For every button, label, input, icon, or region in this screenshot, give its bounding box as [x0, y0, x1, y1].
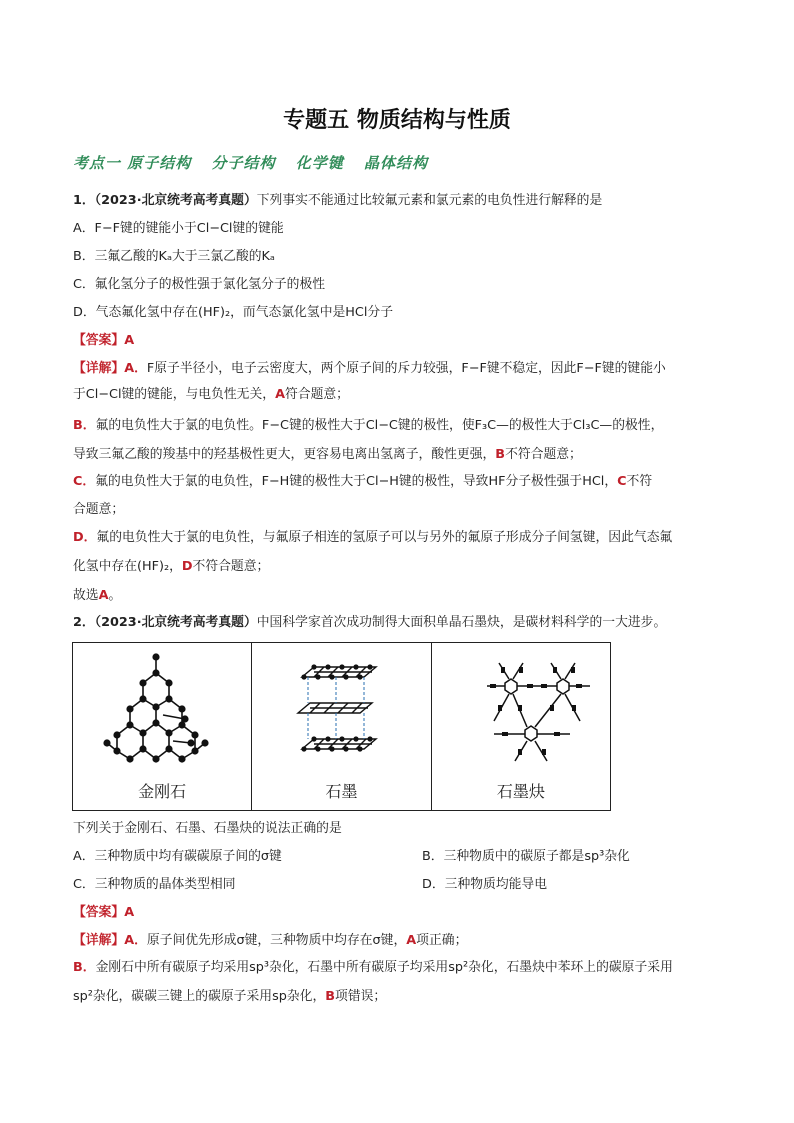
q1-detail-letter-b: B． [73, 418, 96, 433]
structure-figure [72, 642, 611, 811]
q1-detail-text: 氟的电负性大于氯的电负性，与氟原子相连的氢原子可以与另外的氟原子形成分子间氢键，因此气态氟 [96, 530, 673, 545]
q1-detail-text: 不符合题意； [192, 559, 270, 574]
q2-option-c: C．三种物质的晶体类型相同 [73, 877, 236, 892]
q1-option-b: B．三氟乙酸的Kₐ大于三氯乙酸的Kₐ [73, 249, 275, 264]
q1-detail-mark: B [495, 447, 506, 462]
q1-detail-b2 [73, 445, 730, 465]
q1-detail-text: F原子半径小，电子云密度大，两个原子间的斥力较强，F−F键不稳定，因此F−F键的键能小 [146, 361, 666, 376]
q1-detail-text: 导致三氟乙酸的羧基中的羟基极性更大，更容易电离出氢离子，酸性更强， [73, 447, 496, 462]
q1-detail-mark: D [181, 559, 193, 574]
q2-number: 2． [73, 615, 95, 630]
q2-detail-a [73, 931, 730, 951]
figure-cell-graphdiyne [432, 643, 610, 810]
q1-conclusion [73, 586, 730, 606]
graphdiyne-structure-icon [432, 643, 630, 783]
q2-detail-letter-b: B． [73, 960, 96, 975]
q1-detail-text: 不符合题意； [505, 447, 582, 462]
q1-detail-c1 [73, 472, 730, 492]
figure-caption-graphdiyne: 石墨炔 [496, 784, 545, 801]
q1-conclusion-mark: A [98, 588, 109, 603]
q2-text: 中国科学家首次成功制得大面积单晶石墨炔，是碳材料科学的一大进步。 [256, 615, 667, 630]
q1-detail-text: 于Cl−Cl键的键能，与电负性无关， [73, 387, 276, 402]
q2-answer-value: A [124, 905, 135, 920]
q1-detail-text: 氟的电负性大于氯的电负性，F−H键的极性大于Cl−H键的极性，导致HF分子极性强于HCl， [95, 474, 618, 489]
q1-detail-letter-c: C． [73, 474, 96, 489]
q2-detail-text: 项正确； [416, 933, 468, 948]
q2-options-row1 [73, 847, 730, 867]
q1-detail-letter-a: A． [124, 361, 147, 376]
q2-detail-mark: A [406, 933, 417, 948]
q2-detail-label: 【详解】 [73, 933, 125, 948]
q1-option-d: D．气态氟化氢中存在(HF)₂，而气态氯化氢中是HCl分子 [73, 305, 394, 320]
q1-detail-a1 [73, 359, 730, 379]
page-title: 专题五 物质结构与性质 [283, 108, 511, 133]
figure-caption-diamond: 金刚石 [138, 784, 187, 801]
q2-option-a: A．三种物质中均有碳碳原子间的σ键 [73, 849, 282, 864]
diamond-structure-icon [73, 643, 241, 783]
q2-option-d: D．三种物质均能导电 [422, 877, 548, 892]
q2-source: （2023·北京统考高考真题） [94, 615, 257, 630]
q1-answer-label: 【答案】 [73, 333, 125, 348]
section-heading [73, 152, 442, 173]
q2-detail-letter-a: A． [124, 933, 147, 948]
q1-detail-text: 符合题意； [284, 387, 349, 402]
q1-conclusion-text: 故选 [73, 588, 99, 603]
figure-caption-graphite: 石墨 [325, 784, 358, 801]
q2-options-row2 [73, 875, 730, 895]
figure-cell-diamond [73, 643, 252, 810]
q1-stem [73, 191, 730, 211]
q2-detail-text: 原子间优先形成σ键，三种物质中均存在σ键， [146, 933, 407, 948]
q1-number: 1． [73, 193, 95, 208]
q2-answer [73, 903, 730, 923]
q1-source: （2023·北京统考高考真题） [94, 193, 257, 208]
q1-detail-text: 氟的电负性大于氯的电负性。F−C键的极性大于Cl−C键的极性，使F₃C—的极性大于Cl₃C—的极性， [95, 418, 664, 433]
q2-detail-b2 [73, 987, 730, 1007]
q2-detail-text: sp²杂化，碳碳三键上的碳原子采用sp杂化， [73, 989, 326, 1004]
q1-answer-value: A [124, 333, 135, 348]
q1-detail-text: 化氢中存在(HF)₂， [73, 559, 182, 574]
q1-detail-mark: A [275, 387, 285, 402]
q1-conclusion-text: 。 [108, 588, 122, 603]
q2-answer-label: 【答案】 [73, 905, 125, 920]
q1-detail-d1 [73, 528, 730, 548]
q2-detail-text: 金刚石中所有碳原子均采用sp³杂化，石墨中所有碳原子均采用sp²杂化，石墨炔中苯环上的碳原子采用 [95, 960, 673, 975]
q2-option-b: B．三种物质中的碳原子都是sp³杂化 [422, 849, 630, 864]
q1-detail-d2 [73, 557, 730, 577]
q1-detail-c2: 合题意； [73, 502, 125, 517]
section-part: 化学键 [295, 154, 344, 172]
q2-detail-text: 项错误； [335, 989, 387, 1004]
q1-answer [73, 331, 730, 351]
q1-option-a: A．F−F键的键能小于Cl−Cl键的键能 [73, 221, 284, 236]
q2-detail-b1 [73, 958, 730, 978]
q1-detail-label: 【详解】 [73, 361, 125, 376]
section-part: 分子结构 [211, 154, 276, 172]
graphite-structure-icon [252, 643, 420, 783]
q1-detail-mark: C [617, 474, 627, 489]
q2-ask: 下列关于金刚石、石墨、石墨炔的说法正确的是 [73, 821, 342, 836]
section-part: 晶体结构 [363, 154, 428, 172]
q2-stem [73, 613, 730, 633]
figure-cell-graphite [252, 643, 431, 810]
q1-detail-a2 [73, 385, 730, 405]
q2-detail-mark: B [325, 989, 336, 1004]
q1-text: 下列事实不能通过比较氟元素和氯元素的电负性进行解释的是 [256, 193, 603, 208]
q1-detail-letter-d: D． [73, 530, 97, 545]
q1-detail-b1 [73, 416, 730, 436]
section-part: 考点一 原子结构 [73, 154, 192, 172]
q1-option-c: C．氟化氢分子的极性强于氯化氢分子的极性 [73, 277, 326, 292]
q1-detail-text: 不符 [626, 474, 653, 489]
